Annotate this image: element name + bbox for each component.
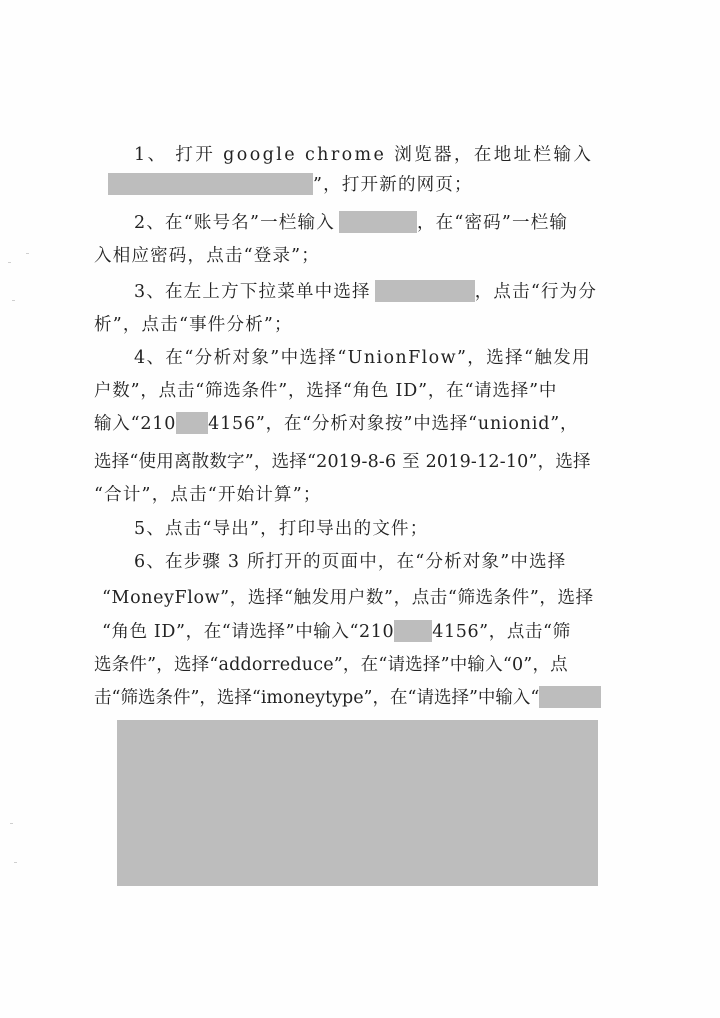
text-span: 4156”，点击“筛 [432, 622, 571, 642]
redaction-block [176, 412, 208, 434]
paragraph-2-line-2 [94, 244, 634, 268]
paragraph-4-line-3 [94, 412, 634, 436]
redaction-block [539, 686, 601, 708]
text-span: “合计”，点击“开始计算”； [94, 485, 322, 505]
scan-speck [8, 262, 11, 263]
text-span: 1、 打开 google chrome 浏览器，在地址栏输入 [134, 145, 594, 165]
text-span: ”，打开新的网页； [313, 175, 473, 195]
text-span: 2、在“账号名”一栏输入 [134, 213, 335, 233]
text-span: 选择“使用离散数字”，选择“2019-8-6 至 2019-12-10”，选择 [94, 452, 591, 472]
paragraph-4-line-5 [94, 483, 634, 507]
redaction-block [394, 620, 432, 642]
paragraph-5-line-1 [134, 517, 674, 541]
text-span: 5、点击“导出”，打印导出的文件； [134, 519, 429, 539]
text-span: 户数”，点击“筛选条件”，选择“角色 ID”，在“请选择”中 [94, 381, 558, 401]
text-span: ，在“密码”一栏输 [416, 213, 569, 233]
text-span: 入相应密码，点击“登录”； [94, 246, 320, 266]
paragraph-6-line-2 [102, 586, 642, 610]
text-span: 6、在步骤 3 所打开的页面中，在“分析对象”中选择 [134, 552, 567, 572]
paragraph-3-line-1 [134, 280, 624, 304]
paragraph-6-line-1 [134, 550, 614, 574]
paragraph-1-line-1 [134, 143, 624, 167]
redaction-block [108, 173, 313, 195]
paragraph-1-line-2 [108, 173, 648, 197]
paragraph-6-line-4 [94, 653, 634, 677]
text-span: 3、在左上方下拉菜单中选择 [134, 282, 371, 302]
paragraph-4-line-2 [94, 379, 634, 403]
paragraph-3-line-2 [94, 313, 634, 337]
text-span: “MoneyFlow”，选择“触发用户数”，点击“筛选条件”，选择 [102, 588, 594, 608]
text-span: 析”，点击“事件分析”； [94, 315, 293, 335]
text-span: “角色 ID”，在“请选择”中输入“210 [102, 622, 395, 642]
text-span: ，点击“行为分 [474, 282, 598, 302]
redaction-block-large [117, 720, 598, 886]
scan-speck [12, 300, 15, 301]
paragraph-4-line-4 [94, 450, 634, 474]
scan-speck [26, 253, 29, 254]
redaction-block [375, 280, 475, 302]
text-span: 4156”，在“分析对象按”中选择“unionid”， [208, 414, 579, 434]
text-span: 4、在“分析对象”中选择“UnionFlow”，选择“触发用 [134, 348, 592, 368]
scan-speck [10, 823, 13, 824]
scan-speck [14, 862, 17, 863]
paragraph-2-line-1 [134, 211, 624, 235]
paragraph-6-line-5 [94, 686, 639, 710]
paragraph-4-line-1 [134, 346, 624, 370]
paragraph-6-line-3 [102, 620, 642, 644]
text-span: 输入“210 [94, 414, 177, 434]
redaction-block [339, 211, 417, 233]
text-span: 击“筛选条件”，选择“imoneytype”，在“请选择”中输入“ [94, 688, 540, 708]
text-span: 选条件”，选择“addorreduce”，在“请选择”中输入“0”，点 [94, 655, 568, 675]
